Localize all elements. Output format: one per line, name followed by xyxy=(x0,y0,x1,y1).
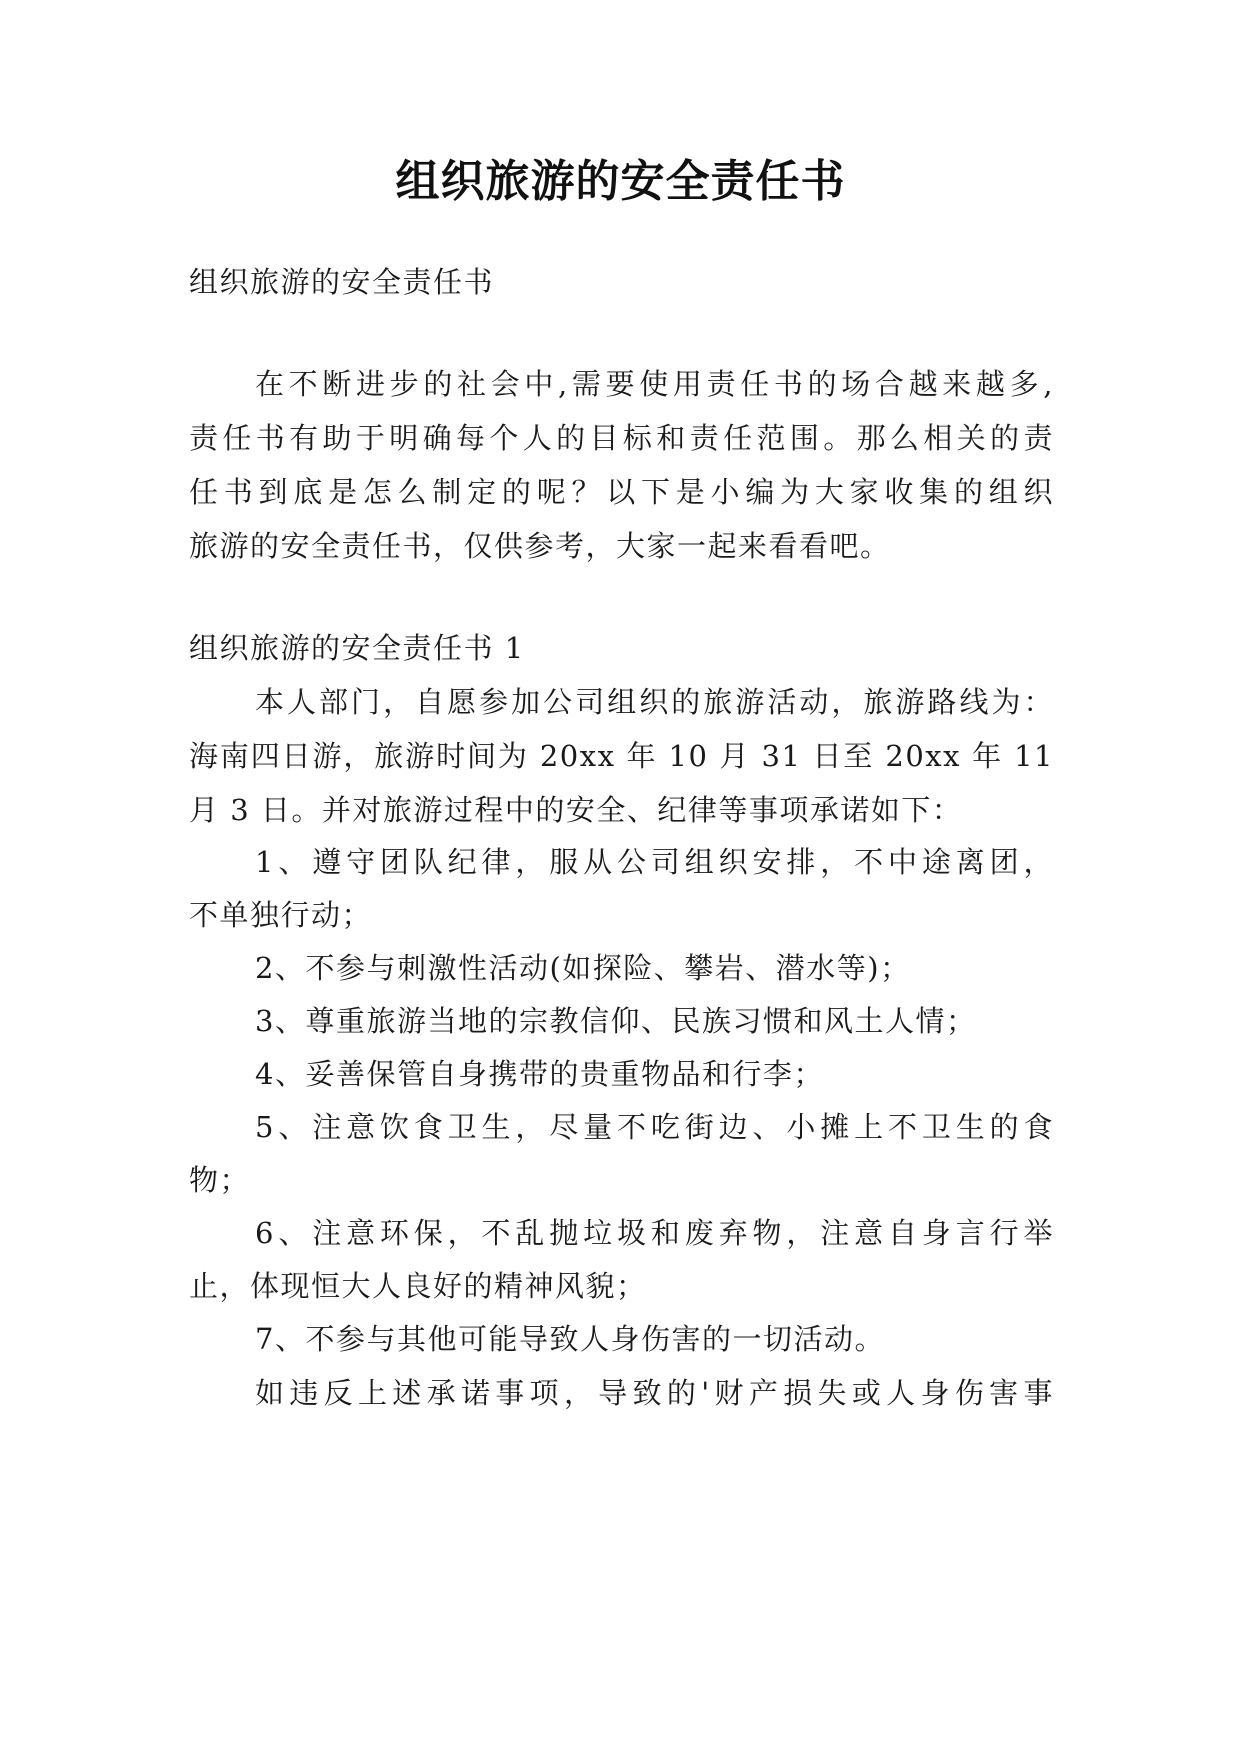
list-item-continued: 物； xyxy=(189,1163,251,1197)
list-item: 3、尊重旅游当地的宗教信仰、民族习惯和风土人情； xyxy=(255,1004,977,1038)
body-line: 月 3 日。并对旅游过程中的安全、纪律等事项承诺如下： xyxy=(189,793,963,827)
body-line: 本人部门，自愿参加公司组织的旅游活动，旅游路线为： xyxy=(255,685,1054,719)
document-title: 组织旅游的安全责任书 xyxy=(395,156,846,207)
list-item: 5、注意饮食卫生，尽量不吃街边、小摊上不卫生的食 xyxy=(255,1110,1054,1144)
list-item: 4、妥善保管自身携带的贵重物品和行李； xyxy=(255,1057,824,1091)
body-line: 海南四日游，旅游时间为 20xx 年 10 月 31 日至 20xx 年 11 xyxy=(189,739,1054,773)
body-line: 如违反上述承诺事项，导致的'财产损失或人身伤害事 xyxy=(255,1376,1054,1410)
list-item-continued: 止，体现恒大人良好的精神风貌； xyxy=(189,1269,647,1303)
intro-line: 任书到底是怎么制定的呢？以下是小编为大家收集的组织 xyxy=(189,475,1054,509)
list-item: 7、不参与其他可能导致人身伤害的一切活动。 xyxy=(255,1322,885,1356)
section-heading: 组织旅游的安全责任书 1 xyxy=(189,631,525,665)
subtitle: 组织旅游的安全责任书 xyxy=(189,265,495,299)
list-item: 2、不参与刺激性活动(如探险、攀岩、潜水等)； xyxy=(255,951,911,985)
list-item: 6、注意环保，不乱抛垃圾和废弃物，注意自身言行举 xyxy=(255,1216,1054,1250)
intro-line: 在不断进步的社会中,需要使用责任书的场合越来越多, xyxy=(255,367,1054,401)
list-item-continued: 不单独行动； xyxy=(189,898,373,932)
intro-line: 旅游的安全责任书，仅供参考，大家一起来看看吧。 xyxy=(189,529,891,563)
intro-line: 责任书有助于明确每个人的目标和责任范围。那么相关的责 xyxy=(189,421,1054,455)
list-item: 1、遵守团队纪律，服从公司组织安排，不中途离团， xyxy=(255,845,1054,879)
